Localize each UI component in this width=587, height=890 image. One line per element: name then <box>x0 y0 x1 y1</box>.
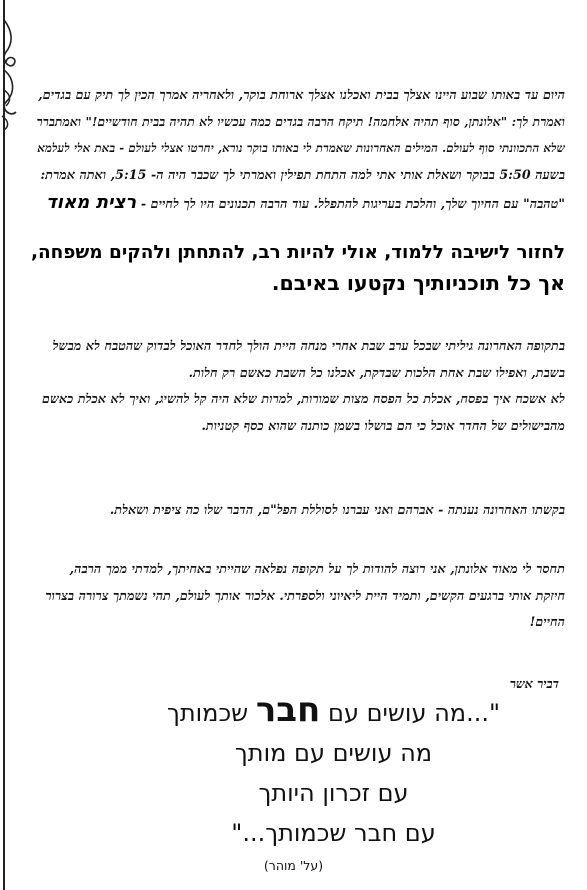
signature: דביר אשר <box>509 676 559 691</box>
ornament-flourish-icon <box>0 20 22 130</box>
text-fragment: "טהבה" עם החיוך שלך, והלכת בעריגות להתפלל. עוד הרבה תכנונים היו לך לחיים - <box>140 196 565 211</box>
paragraph-handwritten-3 <box>30 497 565 524</box>
poem-quote <box>120 690 547 853</box>
poem-line-4: עם חבר שכמותך..." <box>231 819 436 847</box>
text-line: לחזור לישיבה ללמוד, אולי להיות רב, להתחתן ולהקים משפחה, <box>31 242 565 263</box>
text-line: שלא התכוונתי סוף לעולם. המילים האחרונות שאמרת לי באותו בוקר נורא, יחרטו אצלי לעולם - באת אלי לעלמא <box>37 141 565 155</box>
poem-line-1 <box>120 690 547 733</box>
paragraph-handwritten-2 <box>30 333 565 439</box>
left-border-rule <box>3 0 5 890</box>
text-line: לא אשכח איך בפסח, אכלת כל הפסח מצות שמורות, למרות שלא היה קל להשיג, ואיך לא אכלת כאשם <box>42 391 565 406</box>
text-line: היום עד באותו שבוע היינו אצלך בבית ואכלנו אצלך ארוחת בוקר, ולאחריה אמרך הכין לך תיק עם בגדים, <box>38 87 565 102</box>
paragraph-printed-1 <box>30 238 565 298</box>
text-line: אך כל תוכניותיך נקטעו באיבם. <box>271 271 565 295</box>
text-line: ואמרת לך: "אלונתן, סוף תהיה אלחמה! תיקח הרבה בגדים כמה עכשיו לא תהיה בבית חודשיים!" ואמתברר <box>36 113 565 129</box>
paragraph-handwritten-1 <box>30 82 565 218</box>
text-line: בקשתו האחרונה נענתה - אברהם ואני עברנו לסוללת הפל"ם, הדבר שלו כה ציפית ושאלת. <box>109 502 565 517</box>
text-line: תחסר לי מאוד אלונתן, אני רוצה להודות לך על תקופה נפלאה שהייתי באחיתך, למדתי ממך הרבה, <box>69 561 565 576</box>
text-line: בשבת, ואפילו שבת אחת הלכות שבדקת, אכלנו כל השבת כאשם רק חלות. <box>188 364 565 380</box>
poem-fragment: "...מה עושים עם <box>328 699 501 727</box>
paragraph-handwritten-4 <box>30 556 565 636</box>
text-line: בשעה 5:50 בבוקר ושאלת אותי אתי למה התחת תפילין ואמרתי לך שכבר היה ה- 5:15, ואתה אמרת: <box>40 166 565 182</box>
poem-emphasis: חבר <box>255 690 321 730</box>
text-line: בתקופה האחרונה גיליתי שבכל ערב שבת אחרי מנחה היית הולך לחדר האוכל לבדוק שהטבח לא מבשל <box>52 338 565 353</box>
poem-credit: (על' מוהר) <box>263 858 324 873</box>
text-line: חיזקת אותי ברגעים הקשים, ותמיד היית ליאיוני ולספרתי. אלכור אותך לעולם, תהי נשמתך צרורה בצרור <box>45 587 565 603</box>
text-line: מהבישולים של החדר אוכל כי הם בושלו בשמן כותנה שהוא כסף קטניות. <box>201 417 565 433</box>
text-line: החיים! <box>529 614 565 629</box>
poem-fragment: שכמותך <box>166 699 249 727</box>
text-line <box>30 188 565 218</box>
poem-line-3: עם זכרון היותך <box>258 779 409 807</box>
text-fragment-printed: רצית מאוד <box>46 192 137 213</box>
poem-line-2: מה עושים עם מותך <box>234 739 433 767</box>
